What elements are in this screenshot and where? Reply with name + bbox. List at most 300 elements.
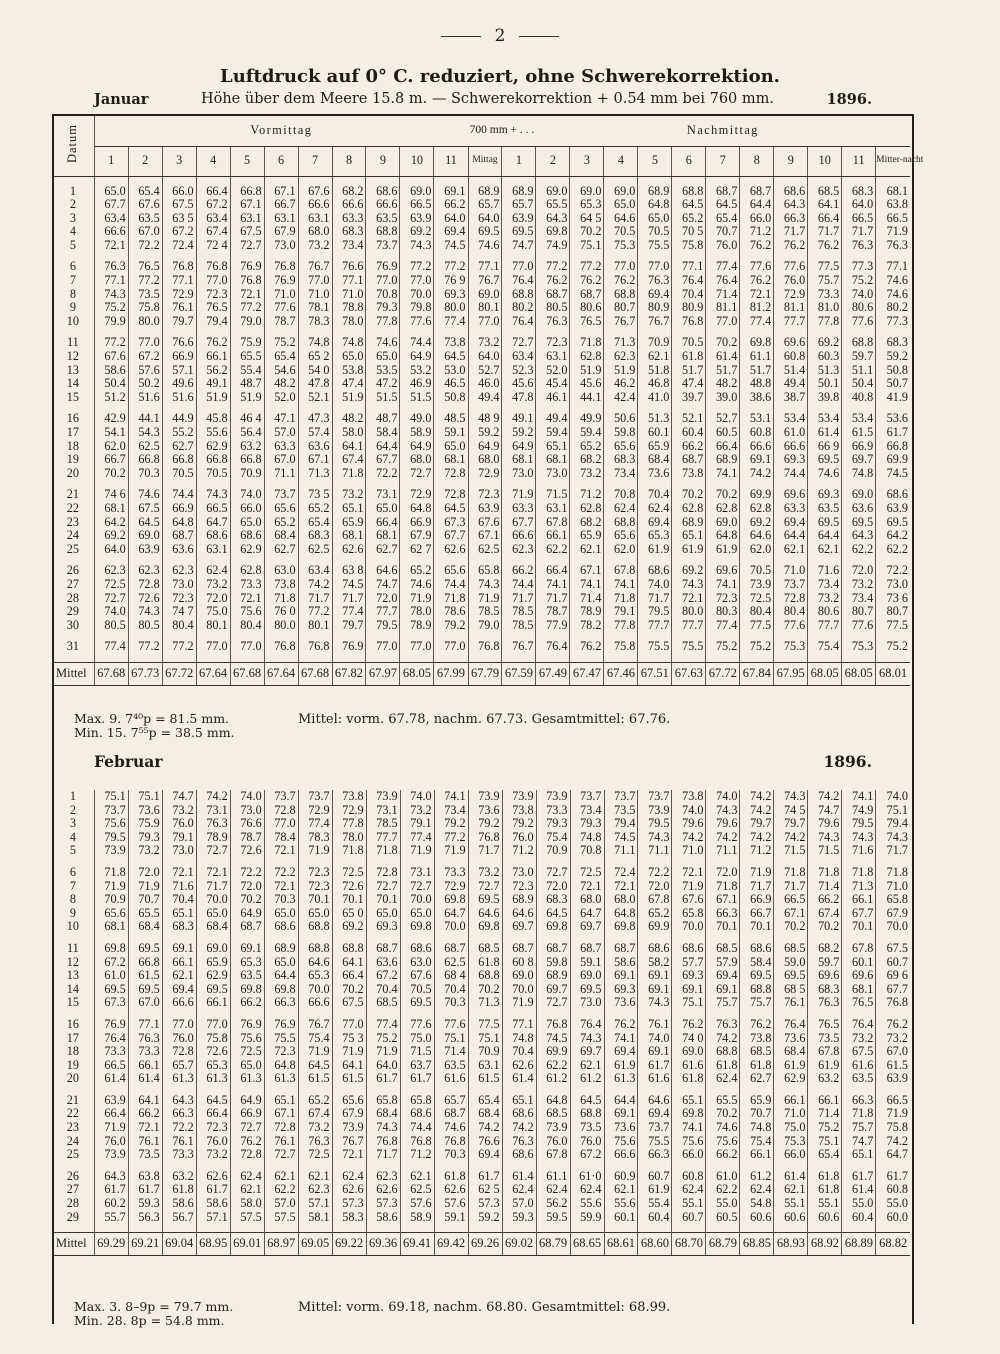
pressure-value: 74.0	[638, 1032, 672, 1046]
pressure-value: 77.1	[502, 1018, 536, 1032]
pressure-value: 51.9	[570, 364, 604, 378]
pressure-value: 69.5	[400, 996, 434, 1010]
pressure-value: 67.7	[366, 453, 400, 467]
mittel-value: 67.97	[366, 662, 400, 685]
pressure-value: 61.3	[162, 1072, 196, 1086]
day-number: 27	[66, 1182, 79, 1197]
pressure-value: 62.8	[740, 502, 774, 516]
pressure-value: 66.9	[400, 516, 434, 530]
pressure-value: 64.8	[638, 198, 672, 212]
pressure-value: 77.1	[332, 274, 366, 288]
pressure-value: 65.0	[196, 907, 230, 921]
table-row	[52, 1211, 910, 1225]
pressure-value: 76.3	[876, 239, 910, 253]
pressure-value: 61.5	[298, 1072, 332, 1086]
spacer-cell	[298, 654, 332, 663]
pressure-value: 61.4	[706, 350, 740, 364]
pressure-value: 62.7	[740, 1072, 774, 1086]
pressure-value: 65.3	[570, 198, 604, 212]
pressure-value: 58.6	[94, 364, 128, 378]
pressure-value: 65.6	[332, 1094, 366, 1108]
pressure-value: 69.2	[808, 336, 842, 350]
pressure-value: 63.4	[298, 564, 332, 578]
pressure-value: 66.2	[230, 996, 264, 1010]
pressure-value: 47.2	[366, 377, 400, 391]
pressure-value: 74.2	[706, 831, 740, 845]
pressure-value: 70.0	[400, 893, 434, 907]
pressure-value: 63 8	[332, 564, 366, 578]
pressure-value: 49.4	[468, 391, 502, 405]
pressure-value: 72.0	[366, 592, 400, 606]
pressure-value: 76.7	[332, 1135, 366, 1149]
pressure-value: 59.3	[128, 1197, 162, 1211]
pressure-value: 70.3	[264, 893, 298, 907]
pressure-value: 66.0	[774, 1148, 808, 1162]
pressure-value: 67.7	[842, 907, 876, 921]
pressure-value: 61.9	[808, 1059, 842, 1073]
pressure-value: 79.4	[604, 817, 638, 831]
pressure-value: 68.2	[570, 516, 604, 530]
pressure-value: 77.1	[672, 260, 706, 274]
pressure-value: 74.0	[638, 578, 672, 592]
pressure-value: 77.4	[706, 619, 740, 633]
pressure-value: 77.2	[230, 301, 264, 315]
pressure-value: 65.0	[264, 956, 298, 970]
pressure-value: 70.8	[570, 844, 604, 858]
pressure-value: 78.5	[366, 817, 400, 831]
pressure-value: 77.8	[332, 817, 366, 831]
pressure-value: 79.5	[842, 817, 876, 831]
day-number: 5	[69, 237, 76, 252]
pressure-value: 62.8	[230, 564, 264, 578]
pressure-value: 68.0	[604, 893, 638, 907]
pressure-value: 76.6	[162, 336, 196, 350]
pressure-value: 72.3	[502, 880, 536, 894]
pressure-value: 76.4	[502, 274, 536, 288]
table-row	[52, 592, 910, 606]
pressure-value: 74.0	[706, 790, 740, 804]
pressure-value: 63.5	[434, 1059, 468, 1073]
pressure-value: 70.5	[740, 564, 774, 578]
pressure-value: 78.9	[196, 831, 230, 845]
pressure-value: 77.5	[808, 260, 842, 274]
table-row	[52, 790, 910, 804]
pressure-value: 76.8	[434, 1135, 468, 1149]
pressure-value: 60.8	[672, 1170, 706, 1184]
pressure-value: 70.1	[366, 893, 400, 907]
pressure-value: 70.9	[94, 893, 128, 907]
pressure-value: 71.9	[502, 488, 536, 502]
pressure-value: 77.0	[366, 274, 400, 288]
pressure-value: 63.6	[162, 543, 196, 557]
pressure-value: 46.8	[638, 377, 672, 391]
pressure-value: 60 8	[502, 956, 536, 970]
pressure-value: 65.0	[94, 185, 128, 199]
day-number: 25	[66, 541, 79, 556]
pressure-value: 76.0	[502, 831, 536, 845]
pressure-value: 67.5	[332, 996, 366, 1010]
pressure-value: 68.6	[366, 185, 400, 199]
pressure-value: 66.1	[740, 1148, 774, 1162]
spacer-cell	[162, 1224, 196, 1233]
spacer-cell	[808, 1224, 842, 1233]
pressure-value: 74.2	[196, 790, 230, 804]
pressure-value: 68.7	[570, 288, 604, 302]
pressure-value: 68.8	[332, 942, 366, 956]
pressure-value: 73 6	[876, 592, 910, 606]
pressure-value: 39.7	[672, 391, 706, 405]
day-number: 15	[66, 389, 79, 404]
pressure-value: 65.5	[128, 907, 162, 921]
pressure-value: 74.3	[638, 996, 672, 1010]
pressure-value: 74.3	[366, 1121, 400, 1135]
spacer-cell	[774, 654, 808, 663]
pressure-value: 69.3	[366, 920, 400, 934]
february-min: Min. 28. 8p = 54.8 mm.	[74, 1313, 225, 1328]
pressure-value: 75.5	[638, 239, 672, 253]
pressure-value: 74.8	[332, 336, 366, 350]
mittel-value: 69.36	[366, 1233, 400, 1256]
pressure-value: 77.8	[604, 619, 638, 633]
pressure-value: 59.8	[536, 956, 570, 970]
pressure-value: 73.9	[94, 1148, 128, 1162]
pressure-value: 73.1	[196, 804, 230, 818]
day-number: 26	[66, 1168, 79, 1183]
pressure-value: 70.1	[298, 893, 332, 907]
pressure-value: 67.2	[162, 225, 196, 239]
pressure-value: 68.4	[366, 1107, 400, 1121]
pressure-value: 53.4	[842, 412, 876, 426]
pressure-value: 74.6	[876, 288, 910, 302]
pressure-value: 57.6	[400, 1197, 434, 1211]
pressure-value: 71.4	[808, 1107, 842, 1121]
pressure-value: 77.0	[400, 274, 434, 288]
pressure-value: 66.8	[876, 440, 910, 454]
spacer-cell	[298, 1224, 332, 1233]
pressure-value: 75.7	[808, 274, 842, 288]
pressure-value: 75.8	[672, 239, 706, 253]
hour-header: 9	[366, 146, 400, 176]
table-row	[52, 1121, 910, 1135]
pressure-value: 72.7	[196, 844, 230, 858]
pressure-value: 51.8	[638, 364, 672, 378]
spacer-cell	[230, 654, 264, 663]
pressure-value: 69.9	[536, 1045, 570, 1059]
spacer-cell	[94, 1224, 128, 1233]
pressure-value: 68.9	[264, 942, 298, 956]
pressure-value: 68.4	[196, 920, 230, 934]
pressure-value: 70.4	[672, 288, 706, 302]
pressure-value: 73.1	[366, 488, 400, 502]
pressure-value: 71.9	[298, 844, 332, 858]
pressure-value: 62.4	[196, 564, 230, 578]
february-means: Mittel: vorm. 69.18, nachm. 68.80. Gesamtmittel: 68.99.	[298, 1300, 671, 1315]
pressure-value: 74.4	[434, 578, 468, 592]
pressure-value: 63.5	[128, 212, 162, 226]
pressure-value: 62.1	[604, 1183, 638, 1197]
pressure-value: 62.3	[366, 1170, 400, 1184]
pressure-value: 71.9	[94, 880, 128, 894]
pressure-value: 77.5	[468, 1018, 502, 1032]
pressure-value: 80.4	[230, 619, 264, 633]
pressure-value: 76.1	[638, 1018, 672, 1032]
table-row	[52, 1107, 910, 1121]
pressure-value: 64.3	[162, 1094, 196, 1108]
pressure-value: 65.1	[264, 1094, 298, 1108]
pressure-value: 71.7	[536, 592, 570, 606]
table-row	[52, 817, 910, 831]
pressure-value: 76.7	[298, 260, 332, 274]
pressure-value: 78.5	[502, 619, 536, 633]
mittel-row	[52, 662, 910, 685]
pressure-value: 63.8	[128, 1170, 162, 1184]
pressure-value: 60.4	[672, 426, 706, 440]
hour-header: 7	[706, 146, 740, 176]
pressure-value: 77.4	[740, 315, 774, 329]
pressure-value: 53.4	[808, 412, 842, 426]
day-number: 5	[69, 843, 76, 858]
pressure-value: 67.2	[94, 956, 128, 970]
pressure-value: 73.1	[400, 866, 434, 880]
pressure-value: 68.9	[638, 185, 672, 199]
pressure-value: 53.4	[774, 412, 808, 426]
pressure-value: 80.0	[672, 605, 706, 619]
pressure-value: 76.3	[298, 1135, 332, 1149]
pressure-value: 69.5	[468, 893, 502, 907]
hour-header: 4	[604, 146, 638, 176]
pressure-value: 65 0	[332, 907, 366, 921]
pressure-value: 61.5	[332, 1072, 366, 1086]
pressure-value: 70.5	[604, 225, 638, 239]
january-info-line	[94, 91, 872, 108]
pressure-value: 73.2	[128, 844, 162, 858]
pressure-value: 74.5	[332, 578, 366, 592]
pressure-value: 67.8	[808, 1045, 842, 1059]
pressure-value: 62.2	[876, 543, 910, 557]
pressure-value: 66.3	[842, 1094, 876, 1108]
pressure-value: 78.4	[264, 831, 298, 845]
pressure-value: 75.1	[94, 790, 128, 804]
table-row	[52, 391, 910, 405]
day-number: 13	[66, 968, 79, 983]
pressure-value: 73.2	[298, 1121, 332, 1135]
pressure-value: 72.0	[536, 880, 570, 894]
pressure-value: 74.6	[366, 336, 400, 350]
pressure-value: 66.1	[128, 1059, 162, 1073]
pressure-value: 46.9	[400, 377, 434, 391]
pressure-value: 71.6	[162, 880, 196, 894]
pressure-value: 62.7	[366, 543, 400, 557]
pressure-value: 69.3	[808, 488, 842, 502]
hour-header: 1	[94, 146, 128, 176]
pressure-value: 69.8	[230, 983, 264, 997]
pressure-value: 69.3	[434, 288, 468, 302]
pressure-value: 79.5	[94, 831, 128, 845]
pressure-value: 64.4	[264, 969, 298, 983]
pressure-value: 61.9	[672, 543, 706, 557]
pressure-value: 72.2	[128, 239, 162, 253]
pressure-value: 62.1	[298, 1170, 332, 1184]
pressure-value: 75.5	[638, 640, 672, 654]
pressure-value: 73.2	[842, 1032, 876, 1046]
pressure-value: 70.0	[502, 983, 536, 997]
pressure-value: 74.3	[94, 288, 128, 302]
hour-header: Mittag	[468, 146, 502, 176]
day-number: 27	[66, 576, 79, 591]
pressure-value: 73.0	[264, 239, 298, 253]
pressure-value: 67.7	[94, 198, 128, 212]
pressure-value: 68.4	[264, 529, 298, 543]
pressure-value: 61.4	[502, 1170, 536, 1184]
pressure-value: 68.9	[672, 516, 706, 530]
pressure-value: 62.0	[94, 440, 128, 454]
pressure-value: 69.8	[400, 920, 434, 934]
pressure-value: 73.9	[638, 804, 672, 818]
pressure-value: 80.7	[876, 605, 910, 619]
pressure-value: 66.4	[536, 564, 570, 578]
pressure-value: 70.5	[400, 983, 434, 997]
pressure-value: 61.2	[740, 1170, 774, 1184]
pressure-value: 54.1	[94, 426, 128, 440]
pressure-value: 81.0	[808, 301, 842, 315]
pressure-value: 52.0	[264, 391, 298, 405]
pressure-value: 76.8	[162, 260, 196, 274]
pressure-value: 69.4	[434, 225, 468, 239]
pressure-value: 63.9	[876, 502, 910, 516]
pressure-value: 55.1	[774, 1197, 808, 1211]
pressure-value: 60.6	[774, 1211, 808, 1225]
spacer-cell	[638, 654, 672, 663]
pressure-value: 68.6	[638, 564, 672, 578]
pressure-value: 69.5	[774, 969, 808, 983]
pressure-value: 62.5	[400, 1183, 434, 1197]
pressure-value: 71.2	[502, 844, 536, 858]
pressure-value: 78.9	[570, 605, 604, 619]
pressure-value: 64.7	[570, 907, 604, 921]
pressure-value: 73.9	[94, 844, 128, 858]
pressure-value: 68.7	[162, 529, 196, 543]
pressure-value: 60.1	[604, 1211, 638, 1225]
pressure-value: 74.6	[468, 239, 502, 253]
pressure-value: 64.7	[196, 516, 230, 530]
pressure-value: 70 5	[672, 225, 706, 239]
pressure-value: 61.6	[672, 1059, 706, 1073]
pressure-value: 64.3	[774, 198, 808, 212]
pressure-value: 77.2	[434, 831, 468, 845]
pressure-value: 77.1	[128, 1018, 162, 1032]
pressure-value: 77.4	[400, 831, 434, 845]
pressure-value: 74.8	[570, 831, 604, 845]
pressure-value: 60.6	[808, 1211, 842, 1225]
pressure-value: 76.8	[468, 640, 502, 654]
pressure-value: 66.5	[842, 212, 876, 226]
pressure-value: 76.8	[672, 315, 706, 329]
pressure-value: 78.5	[468, 605, 502, 619]
pressure-value: 79.1	[400, 817, 434, 831]
pressure-value: 73.4	[570, 804, 604, 818]
pressure-value: 67.8	[638, 893, 672, 907]
pressure-value: 63.3	[264, 440, 298, 454]
table-row	[52, 804, 910, 818]
table-row	[52, 198, 910, 212]
pressure-value: 68.6	[502, 1148, 536, 1162]
pressure-value: 73.6	[638, 467, 672, 481]
pressure-value: 80.1	[468, 301, 502, 315]
pressure-value: 70.2	[706, 1107, 740, 1121]
pressure-value: 63.1	[230, 212, 264, 226]
mittel-value: 68.05	[842, 662, 876, 685]
pressure-value: 80.4	[740, 605, 774, 619]
pressure-value: 79.7	[332, 619, 366, 633]
pressure-value: 68.7	[366, 942, 400, 956]
pressure-value: 55.6	[196, 426, 230, 440]
pressure-value: 62.9	[196, 969, 230, 983]
pressure-value: 50.8	[434, 391, 468, 405]
pressure-value: 73.7	[264, 488, 298, 502]
pressure-value: 65.7	[468, 198, 502, 212]
table-row	[52, 578, 910, 592]
pressure-value: 74.7	[502, 239, 536, 253]
pressure-value: 61.9	[774, 1059, 808, 1073]
pressure-value: 68.6	[740, 942, 774, 956]
pressure-value: 74.3	[468, 578, 502, 592]
pressure-value: 72.0	[706, 866, 740, 880]
pressure-value: 75.2	[842, 274, 876, 288]
pressure-value: 72.7	[230, 1121, 264, 1135]
pressure-value: 68.7	[570, 942, 604, 956]
hour-header: 10	[400, 146, 434, 176]
pressure-value: 72.8	[774, 592, 808, 606]
pressure-value: 74.2	[740, 804, 774, 818]
pressure-value: 66.2	[128, 1107, 162, 1121]
pressure-value: 68.8	[298, 920, 332, 934]
pressure-value: 69.0	[468, 288, 502, 302]
pressure-value: 60.6	[740, 1211, 774, 1225]
pressure-value: 69.1	[706, 983, 740, 997]
pressure-value: 70.9	[468, 1045, 502, 1059]
table-row	[52, 880, 910, 894]
pressure-value: 57.1	[298, 1197, 332, 1211]
pressure-value: 79.3	[128, 831, 162, 845]
pressure-value: 64.5	[672, 198, 706, 212]
pressure-value: 69.5	[196, 983, 230, 997]
pressure-value: 76.9	[332, 640, 366, 654]
pressure-value: 70.5	[196, 467, 230, 481]
pressure-value: 67.8	[536, 1148, 570, 1162]
pressure-value: 64.2	[876, 529, 910, 543]
pressure-value: 74.2	[808, 790, 842, 804]
pressure-value: 65.0	[604, 198, 638, 212]
pressure-value: 65.8	[876, 893, 910, 907]
table-row	[52, 920, 910, 934]
pressure-value: 63.1	[264, 212, 298, 226]
pressure-value: 59.3	[502, 1211, 536, 1225]
spacer-cell	[332, 1224, 366, 1233]
pressure-value: 51.5	[366, 391, 400, 405]
pressure-value: 77.2	[162, 640, 196, 654]
table-row	[52, 440, 910, 454]
pressure-value: 61.7	[876, 426, 910, 440]
pressure-value: 66.8	[230, 453, 264, 467]
pressure-value: 71.7	[774, 225, 808, 239]
pressure-value: 51.9	[196, 391, 230, 405]
pressure-value: 78.0	[332, 315, 366, 329]
pressure-value: 68.8	[604, 288, 638, 302]
day-number: 3	[69, 210, 76, 225]
pressure-value: 68.5	[706, 942, 740, 956]
pressure-value: 71.3	[468, 996, 502, 1010]
pressure-value: 68.8	[604, 516, 638, 530]
